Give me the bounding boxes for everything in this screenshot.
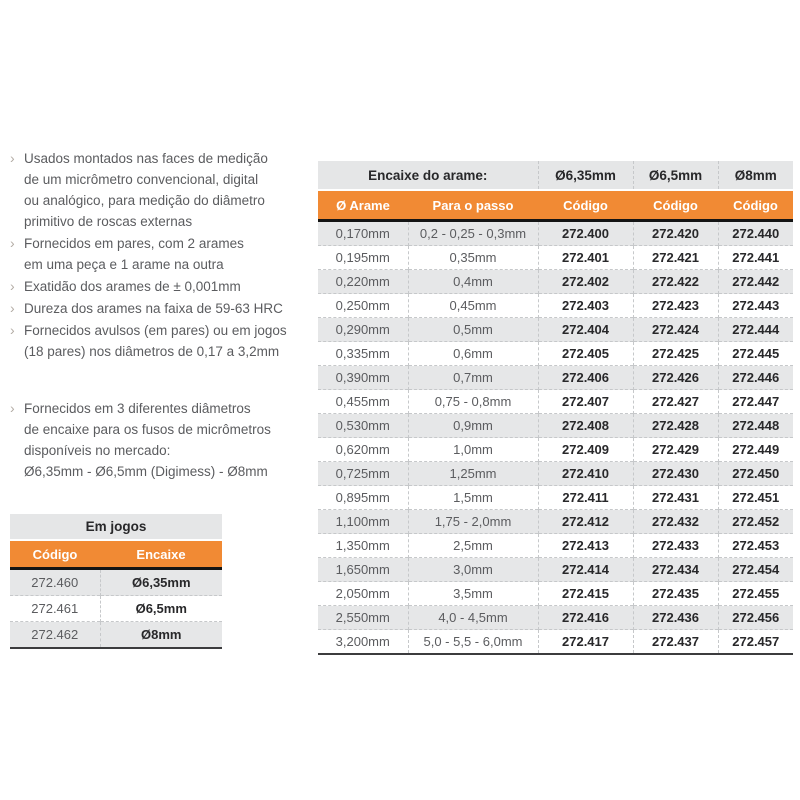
sets-table-header-row <box>10 540 222 569</box>
sets-table-row <box>10 569 222 596</box>
main-table-row <box>318 221 793 246</box>
main-table-row <box>318 582 793 606</box>
col-header-codigo-1: Código <box>538 190 633 221</box>
cell-codigo: 272.448 <box>718 414 793 438</box>
cell-codigo: 272.412 <box>538 510 633 534</box>
top-header-d65: Ø6,5mm <box>633 161 718 190</box>
main-table-row <box>318 510 793 534</box>
cell-codigo: 272.425 <box>633 342 718 366</box>
cell-col-0: 3,200mm <box>318 630 408 655</box>
cell-codigo: 272.457 <box>718 630 793 655</box>
cell-codigo: 272.437 <box>633 630 718 655</box>
cell-col-0: 1,650mm <box>318 558 408 582</box>
cell-codigo: 272.444 <box>718 318 793 342</box>
cell-col-0: 0,220mm <box>318 270 408 294</box>
cell-codigo: 272.405 <box>538 342 633 366</box>
bullet-chevron-icon: › <box>10 278 15 294</box>
cell-codigo: 272.421 <box>633 246 718 270</box>
cell-codigo: 272.409 <box>538 438 633 462</box>
cell-codigo: Ø6,5mm <box>100 596 222 622</box>
bullet-text: Dureza dos arames na faixa de 59-63 HRC <box>24 301 283 316</box>
cell-col-0: 272.460 <box>10 569 100 596</box>
cell-codigo: 272.426 <box>633 366 718 390</box>
main-table-column-header-row <box>318 190 793 221</box>
cell-codigo: 272.443 <box>718 294 793 318</box>
cell-codigo: 272.455 <box>718 582 793 606</box>
cell-col-0: 0,290mm <box>318 318 408 342</box>
cell-codigo: 272.407 <box>538 390 633 414</box>
cell-col-0: 0,250mm <box>318 294 408 318</box>
cell-col-1: 0,35mm <box>408 246 538 270</box>
bullet-list-secondary <box>10 398 310 482</box>
cell-codigo: 272.452 <box>718 510 793 534</box>
cell-codigo: 272.441 <box>718 246 793 270</box>
cell-codigo: 272.436 <box>633 606 718 630</box>
cell-col-1: 5,0 - 5,5 - 6,0mm <box>408 630 538 655</box>
sets-table-header-codigo: Código <box>10 540 100 569</box>
cell-col-0: 0,390mm <box>318 366 408 390</box>
cell-codigo: 272.427 <box>633 390 718 414</box>
main-table-row <box>318 414 793 438</box>
cell-col-0: 0,195mm <box>318 246 408 270</box>
bullet-item <box>10 148 310 232</box>
cell-codigo: 272.453 <box>718 534 793 558</box>
sets-table-title-row <box>10 514 222 540</box>
cell-codigo: 272.413 <box>538 534 633 558</box>
main-table-row <box>318 318 793 342</box>
cell-codigo: 272.408 <box>538 414 633 438</box>
bullet-chevron-icon: › <box>10 150 15 166</box>
cell-col-1: 0,6mm <box>408 342 538 366</box>
col-header-codigo-3: Código <box>718 190 793 221</box>
cell-codigo: Ø8mm <box>100 622 222 649</box>
top-header-d635: Ø6,35mm <box>538 161 633 190</box>
main-table-row <box>318 390 793 414</box>
cell-col-0: 272.461 <box>10 596 100 622</box>
cell-codigo: 272.449 <box>718 438 793 462</box>
cell-codigo: 272.442 <box>718 270 793 294</box>
cell-codigo: 272.400 <box>538 221 633 246</box>
cell-codigo: 272.451 <box>718 486 793 510</box>
cell-col-0: 0,335mm <box>318 342 408 366</box>
cell-col-1: 3,5mm <box>408 582 538 606</box>
bullet-chevron-icon: › <box>10 400 15 416</box>
cell-col-0: 1,350mm <box>318 534 408 558</box>
bullet-chevron-icon: › <box>10 300 15 316</box>
main-table-row <box>318 630 793 655</box>
sets-table-row <box>10 596 222 622</box>
cell-codigo: 272.431 <box>633 486 718 510</box>
main-table-row <box>318 294 793 318</box>
cell-col-1: 0,75 - 0,8mm <box>408 390 538 414</box>
cell-col-0: 0,530mm <box>318 414 408 438</box>
cell-codigo: 272.430 <box>633 462 718 486</box>
cell-codigo: Ø6,35mm <box>100 569 222 596</box>
cell-codigo: 272.406 <box>538 366 633 390</box>
sets-table-header-encaixe: Encaixe <box>100 540 222 569</box>
cell-col-1: 0,7mm <box>408 366 538 390</box>
bullet-text: Fornecidos avulsos (em pares) ou em jogos (18 pares) nos diâmetros de 0,17 a 3,2mm <box>24 323 287 359</box>
cell-col-0: 0,725mm <box>318 462 408 486</box>
cell-codigo: 272.454 <box>718 558 793 582</box>
cell-codigo: 272.402 <box>538 270 633 294</box>
bullet-item <box>10 298 310 319</box>
cell-col-1: 2,5mm <box>408 534 538 558</box>
main-table-row <box>318 558 793 582</box>
sets-table-title: Em jogos <box>10 514 222 540</box>
cell-col-0: 2,050mm <box>318 582 408 606</box>
main-table-row <box>318 534 793 558</box>
cell-codigo: 272.416 <box>538 606 633 630</box>
cell-codigo: 272.450 <box>718 462 793 486</box>
cell-codigo: 272.445 <box>718 342 793 366</box>
cell-col-0: 0,170mm <box>318 221 408 246</box>
cell-col-0: 0,620mm <box>318 438 408 462</box>
main-table-row <box>318 366 793 390</box>
sets-table <box>10 514 222 649</box>
cell-col-1: 0,9mm <box>408 414 538 438</box>
cell-codigo: 272.403 <box>538 294 633 318</box>
main-table-row <box>318 438 793 462</box>
bullet-text: Fornecidos em 3 diferentes diâmetros de encaixe para os fusos de micrômetros disponíveis no mercado: Ø6,35mm - Ø6,5mm (Digimess) - Ø8mm <box>24 401 271 479</box>
wire-codes-table <box>318 161 793 655</box>
bullet-text: Exatidão dos arames de ± 0,001mm <box>24 279 241 294</box>
cell-codigo: 272.417 <box>538 630 633 655</box>
cell-codigo: 272.433 <box>633 534 718 558</box>
cell-col-0: 0,895mm <box>318 486 408 510</box>
main-table-row <box>318 486 793 510</box>
cell-codigo: 272.456 <box>718 606 793 630</box>
cell-col-1: 3,0mm <box>408 558 538 582</box>
cell-col-1: 1,75 - 2,0mm <box>408 510 538 534</box>
top-header-label: Encaixe do arame: <box>318 161 538 190</box>
cell-codigo: 272.401 <box>538 246 633 270</box>
cell-codigo: 272.415 <box>538 582 633 606</box>
sets-table-row <box>10 622 222 649</box>
main-table-top-header-row <box>318 161 793 190</box>
cell-codigo: 272.435 <box>633 582 718 606</box>
cell-codigo: 272.414 <box>538 558 633 582</box>
bullet-item <box>10 276 310 297</box>
cell-col-1: 1,5mm <box>408 486 538 510</box>
cell-codigo: 272.404 <box>538 318 633 342</box>
cell-col-0: 2,550mm <box>318 606 408 630</box>
col-header-arame: Ø Arame <box>318 190 408 221</box>
cell-codigo: 272.423 <box>633 294 718 318</box>
top-header-d8: Ø8mm <box>718 161 793 190</box>
cell-codigo: 272.447 <box>718 390 793 414</box>
bullet-text: Fornecidos em pares, com 2 arames em uma peça e 1 arame na outra <box>24 236 244 272</box>
bullet-chevron-icon: › <box>10 322 15 338</box>
cell-codigo: 272.411 <box>538 486 633 510</box>
bullet-chevron-icon: › <box>10 235 15 251</box>
cell-codigo: 272.440 <box>718 221 793 246</box>
main-table-row <box>318 270 793 294</box>
main-table-row <box>318 606 793 630</box>
cell-codigo: 272.434 <box>633 558 718 582</box>
cell-codigo: 272.432 <box>633 510 718 534</box>
bullet-text: Usados montados nas faces de medição de um micrômetro convencional, digital ou analógico, para medição do diâmetro primitivo de roscas externas <box>24 151 268 229</box>
main-table-row <box>318 246 793 270</box>
col-header-codigo-2: Código <box>633 190 718 221</box>
cell-col-1: 1,0mm <box>408 438 538 462</box>
bullet-item <box>10 398 310 482</box>
main-table-row <box>318 342 793 366</box>
cell-codigo: 272.422 <box>633 270 718 294</box>
cell-codigo: 272.428 <box>633 414 718 438</box>
bullet-item <box>10 233 310 275</box>
cell-col-1: 0,45mm <box>408 294 538 318</box>
main-table-row <box>318 462 793 486</box>
cell-col-1: 0,2 - 0,25 - 0,3mm <box>408 221 538 246</box>
cell-col-0: 1,100mm <box>318 510 408 534</box>
cell-col-0: 272.462 <box>10 622 100 649</box>
cell-codigo: 272.429 <box>633 438 718 462</box>
cell-codigo: 272.410 <box>538 462 633 486</box>
cell-col-1: 1,25mm <box>408 462 538 486</box>
cell-col-1: 0,5mm <box>408 318 538 342</box>
cell-col-1: 4,0 - 4,5mm <box>408 606 538 630</box>
bullet-item <box>10 320 310 362</box>
cell-col-0: 0,455mm <box>318 390 408 414</box>
cell-col-1: 0,4mm <box>408 270 538 294</box>
cell-codigo: 272.446 <box>718 366 793 390</box>
col-header-passo: Para o passo <box>408 190 538 221</box>
cell-codigo: 272.420 <box>633 221 718 246</box>
bullet-list-primary <box>10 148 310 362</box>
cell-codigo: 272.424 <box>633 318 718 342</box>
notes-column <box>10 148 310 483</box>
